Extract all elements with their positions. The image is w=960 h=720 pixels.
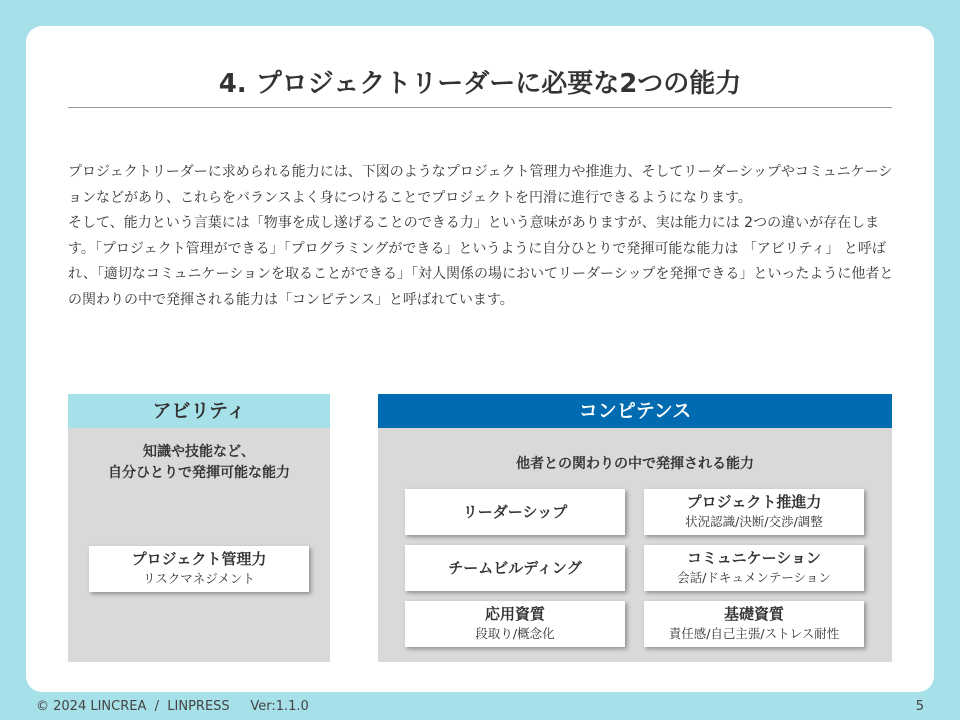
competence-description: 他者との関わりの中で発揮される能力 xyxy=(516,456,754,472)
card-subtitle: 会話/ドキュメンテーション xyxy=(677,570,831,585)
body-paragraph-1: プロジェクトリーダーに求められる能力には、下図のようなプロジェクト管理力や推進力、そしてリーダーシップやコミュニケーションなどがあり、これらをバランスよく身につけることでプロジェクトを円滑に進行できるようになります。 xyxy=(68,164,893,206)
competence-card-applied-qualities xyxy=(405,601,625,647)
ability-panel xyxy=(68,394,330,662)
body-paragraph-2: そして、能力という言葉には「物事を成し遂げることのできる力」という意味がありますが、実は能力には 2つの違いが存在します。「プロジェクト管理ができる」「プログラミングができる」というように自分ひとりで発揮可能な能力は 「アビリティ」 と呼ばれ、「適切なコミュニケーションを取ることができる」「対人関係の場においてリーダーシップを発揮できる」といったように他者との関わりの中で発揮される能力は「コンピテンス」と呼ばれています。 xyxy=(68,215,894,308)
card-subtitle: 責任感/自己主張/ストレス耐性 xyxy=(668,626,840,641)
footer-copyright: © 2024 LINCREA / LINPRESS Ver:1.1.0 xyxy=(36,699,309,714)
competence-header: コンピテンス xyxy=(378,394,892,428)
ability-header: アビリティ xyxy=(68,394,330,428)
card-subtitle: 段取り/概念化 xyxy=(475,626,555,641)
competence-panel xyxy=(378,394,892,662)
page-number: 5 xyxy=(915,699,924,714)
card-subtitle: リスクマネジメント xyxy=(143,571,255,586)
ability-description: 知識や技能など、 自分ひとりで発揮可能な能力 xyxy=(108,444,290,481)
slide xyxy=(26,26,934,692)
competence-card-team-building xyxy=(405,545,625,591)
competence-card-basic-qualities xyxy=(644,601,864,647)
competence-card-communication xyxy=(644,545,864,591)
title-divider xyxy=(68,107,892,108)
card-title: チームビルディング xyxy=(448,559,582,577)
card-title: プロジェクト管理力 xyxy=(131,550,267,568)
slide-title: 4. プロジェクトリーダーに必要な2つの能力 xyxy=(218,69,742,99)
competence-card-leadership xyxy=(405,489,625,535)
card-title: コミュニケーション xyxy=(686,549,822,567)
body-text xyxy=(68,160,894,313)
card-title: プロジェクト推進力 xyxy=(686,493,822,511)
competence-card-project-drive xyxy=(644,489,864,535)
card-subtitle: 状況認識/決断/交渉/調整 xyxy=(685,514,823,529)
card-title: 基礎資質 xyxy=(723,605,784,623)
card-title: リーダーシップ xyxy=(462,503,568,521)
card-title: 応用資質 xyxy=(484,605,545,623)
ability-card xyxy=(89,546,309,592)
